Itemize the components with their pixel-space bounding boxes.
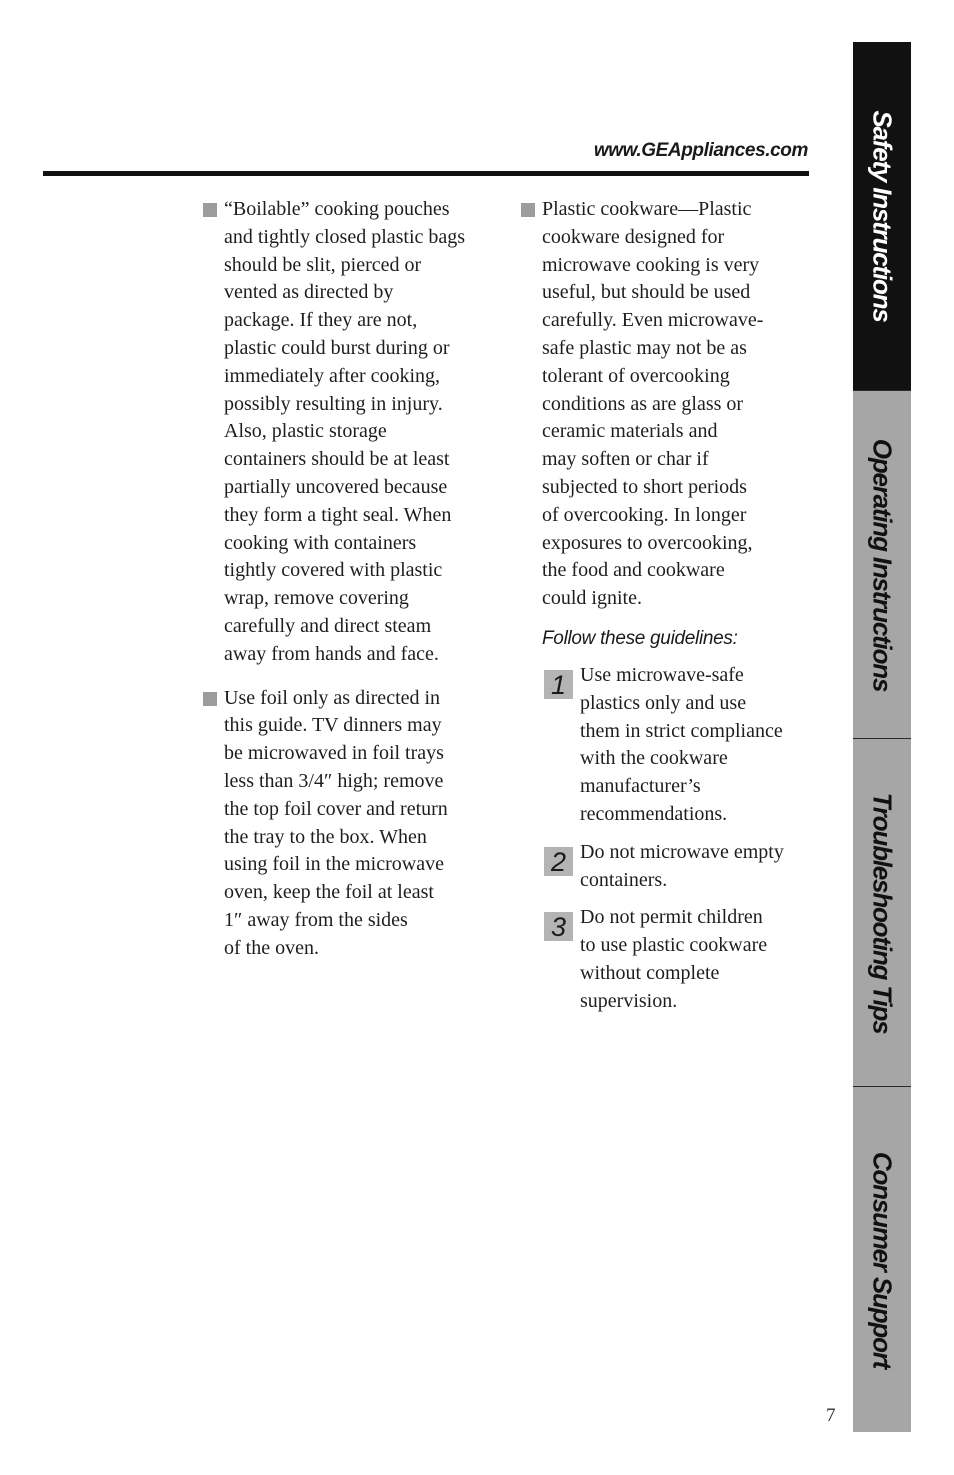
text-line: cooking with containers (224, 531, 417, 554)
text-line: away from hands and face. (224, 642, 439, 665)
section-tabs (853, 42, 911, 1432)
text-line: cookware designed for (542, 225, 725, 248)
text-line: Plastic cookware—Plastic (542, 198, 752, 220)
text-line: tightly covered with plastic (224, 559, 443, 582)
text-line: plastics only and use (580, 691, 747, 714)
bullet-plastic-cookware (521, 196, 821, 613)
text-line: this guide. TV dinners may (224, 714, 442, 737)
text-line: partially uncovered because (224, 475, 448, 498)
text-line: carefully. Even microwave- (542, 309, 764, 332)
tab-label: Troubleshooting Tips (867, 792, 898, 1033)
text-line: 1″ away from the sides (224, 908, 408, 931)
text-line: Use foil only as directed in (224, 686, 441, 709)
text-line: the food and cookware (542, 559, 725, 582)
text-line: safe plastic may not be as (542, 336, 747, 359)
text-line: they form a tight seal. When (224, 503, 452, 526)
tab-troubleshooting-tips[interactable] (853, 738, 911, 1086)
text-line: exposures to overcooking, (542, 531, 753, 554)
bullet-square-icon (521, 203, 535, 217)
text-line: Do not microwave empty (580, 840, 784, 863)
website-url: www.GEAppliances.com (593, 140, 808, 161)
text-line: containers. (580, 868, 668, 891)
text-line: containers should be at least (224, 448, 450, 471)
text-line: of overcooking. In longer (542, 503, 747, 526)
text-line: “Boilable” cooking pouches (224, 198, 450, 220)
text-line: the top foil cover and return (224, 797, 448, 820)
text-line: and tightly closed plastic bags (224, 225, 466, 248)
text-line: less than 3/4″ high; remove (224, 769, 444, 792)
text-line: using foil in the microwave (224, 853, 444, 876)
text-line: plastic could burst during or (224, 336, 450, 359)
bullet-square-icon (203, 692, 217, 706)
tab-label: Operating Instructions (867, 438, 898, 691)
text-line: useful, but should be used (542, 281, 751, 304)
text-line: possibly resulting in injury. (224, 392, 443, 415)
left-column (203, 196, 503, 963)
text-line: Use microwave-safe (580, 663, 744, 686)
text-line: Do not permit children (580, 906, 763, 929)
text-line: wrap, remove covering (224, 587, 409, 610)
tab-consumer-support[interactable] (853, 1086, 911, 1432)
text-line: carefully and direct steam (224, 614, 432, 637)
text-line: manufacturer’s (580, 775, 701, 798)
bullet-square-icon (203, 203, 217, 217)
text-line: supervision. (580, 989, 678, 1012)
page-number: 7 (826, 1405, 836, 1426)
text-line: conditions as are glass or (542, 392, 744, 415)
guideline-step (521, 662, 821, 829)
tab-safety-instructions[interactable] (853, 42, 911, 390)
text-line: them in strict compliance (580, 719, 783, 742)
text-line: subjected to short periods (542, 475, 747, 498)
guidelines-list (521, 662, 821, 1016)
text-line: may soften or char if (542, 448, 709, 471)
right-column (521, 196, 821, 1016)
bullet-boilable-pouches (203, 196, 503, 669)
text-line: with the cookware (580, 747, 728, 770)
text-line: of the oven. (224, 936, 319, 959)
text-line: microwave cooking is very (542, 253, 760, 276)
text-line: ceramic materials and (542, 420, 718, 443)
guideline-step (521, 839, 821, 895)
text-line: the tray to the box. When (224, 825, 427, 848)
text-line: should be slit, pierced or (224, 253, 422, 276)
text-line: without complete (580, 961, 720, 984)
text-line: be microwaved in foil trays (224, 742, 444, 765)
text-line: recommendations. (580, 802, 728, 825)
text-line: package. If they are not, (224, 309, 418, 332)
text-line: vented as directed by (224, 281, 394, 304)
step-number-badge: 2 (544, 847, 573, 876)
bullet-foil-usage (203, 685, 503, 963)
text-line: Also, plastic storage (224, 420, 387, 443)
tab-operating-instructions[interactable] (853, 390, 911, 738)
header-rule (43, 171, 809, 176)
tab-label: Consumer Support (867, 1151, 898, 1368)
text-line: could ignite. (542, 587, 642, 610)
text-line: to use plastic cookware (580, 934, 768, 957)
tab-label: Safety Instructions (867, 110, 898, 322)
text-line: tolerant of overcooking (542, 364, 730, 387)
guidelines-heading: Follow these guidelines: (542, 627, 738, 649)
text-line: immediately after cooking, (224, 364, 441, 387)
guideline-step (521, 904, 821, 1015)
step-number-badge: 3 (544, 912, 573, 941)
text-line: oven, keep the foil at least (224, 881, 434, 904)
step-number-badge: 1 (544, 670, 573, 699)
